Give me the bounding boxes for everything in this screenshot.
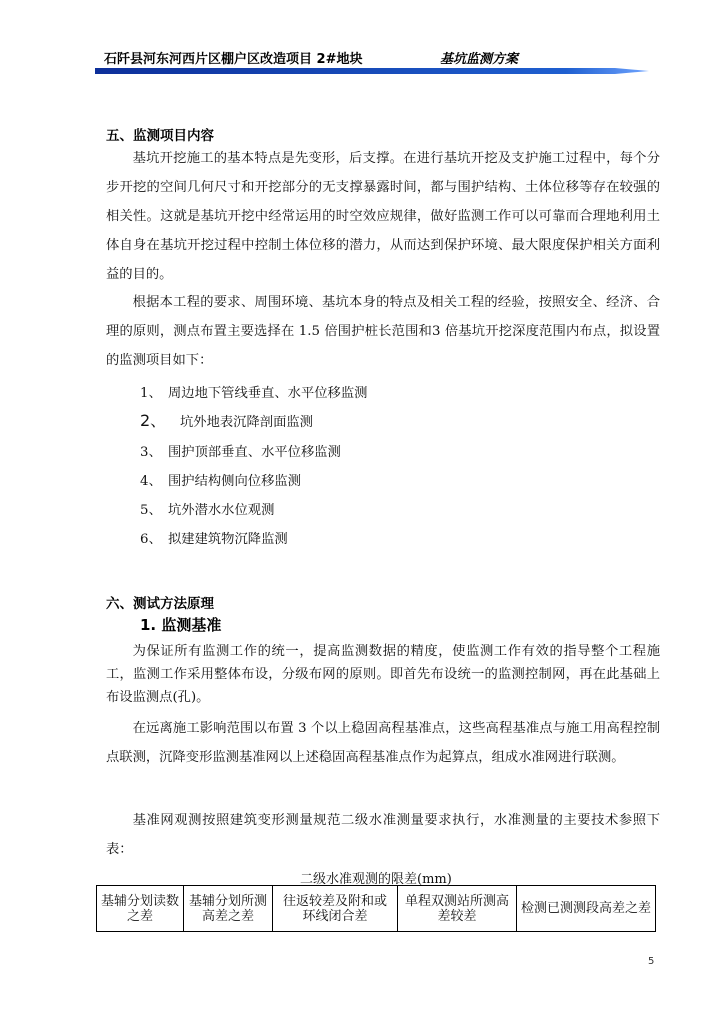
section-6-paragraph-1: 为保证所有监测工作的统一，提高监测数据的精度，使监测工作有效的指导整个工程施工，监测工作采用整体布设，分级布网的原则。即首先布设统一的监测控制网，再在此基础上布设监测点(孔)。 xyxy=(106,644,660,705)
subsection-heading: 1. 监测基准 xyxy=(140,616,222,634)
list-item-number: 3、 xyxy=(140,445,162,460)
list-item-text: 周边地下管线垂直、水平位移监测 xyxy=(168,386,368,401)
list-item-number: 6、 xyxy=(140,532,162,547)
header-doc-title: 基坑监测方案 xyxy=(440,52,519,67)
list-item-number: 5、 xyxy=(140,503,162,518)
section-6-paragraph-2: 在远离施工影响范围以布置 3 个以上稳固高程基准点，这些高程基准点与施工用高程控制点联测，沉降变形监测基准网以上述稳固高程基准点作为起算点，组成水准网进行联测。 xyxy=(106,721,660,765)
leveling-tolerance-table xyxy=(96,885,656,932)
table-caption: 二级水准观测的限差(mm) xyxy=(300,872,452,887)
list-item xyxy=(140,499,274,518)
list-item-text: 坑外地表沉降剖面监测 xyxy=(180,415,313,430)
section-6-heading: 六、测试方法原理 xyxy=(106,596,214,612)
table-header-cell: 检测已测测段高差之差 xyxy=(517,886,656,932)
header-project-title: 石阡县河东河西片区棚户区改造项目 2#地块 xyxy=(104,52,363,67)
header-rule-bar xyxy=(95,66,649,76)
list-item xyxy=(140,382,367,401)
list-item xyxy=(140,470,301,489)
table-header-cell: 单程双测站所测高差较差 xyxy=(398,886,517,932)
list-item xyxy=(140,528,288,547)
table-header-cell: 基辅分划所测高差之差 xyxy=(184,886,273,932)
page-number: 5 xyxy=(648,956,655,967)
list-item-text: 围护顶部垂直、水平位移监测 xyxy=(168,445,341,460)
table-header-cell: 往返较差及附和或环线闭合差 xyxy=(273,886,398,932)
list-item-text: 拟建建筑物沉降监测 xyxy=(168,532,288,547)
list-item xyxy=(140,441,341,460)
table-header-row xyxy=(97,886,656,932)
list-item-number: 2、 xyxy=(140,411,167,430)
section-5-paragraph-1: 基坑开挖施工的基本特点是先变形，后支撑。在进行基坑开挖及支护施工过程中，每个分步开挖的空间几何尺寸和开挖部分的无支撑暴露时间，都与围护结构、土体位移等存在较强的相关性。这就是基坑开挖中经常运用的时空效应规律，做好监测工作可以可靠而合理地利用土体自身在基坑开挖过程中控制土体位移的潜力，从而达到保护环境、最大限度保护相关方面利益的目的。 xyxy=(106,151,660,282)
section-6-paragraph-3: 基准网观测按照建筑变形测量规范二级水准测量要求执行，水准测量的主要技术参照下表： xyxy=(106,813,660,857)
section-5-heading: 五、监测项目内容 xyxy=(106,128,214,144)
list-item-number: 1、 xyxy=(140,386,162,401)
list-item-text: 围护结构侧向位移监测 xyxy=(168,474,301,489)
list-item xyxy=(140,408,313,431)
table-header-cell: 基辅分划读数之差 xyxy=(97,886,184,932)
list-item-text: 坑外潜水水位观测 xyxy=(168,503,275,518)
list-item-number: 4、 xyxy=(140,474,162,489)
section-5-paragraph-2: 根据本工程的要求、周围环境、基坑本身的特点及相关工程的经验，按照安全、经济、合理的原则，测点布置主要选择在 1.5 倍围护桩长范围和3 倍基坑开挖深度范围内布点，拟设置的监测项目如下： xyxy=(106,295,660,368)
